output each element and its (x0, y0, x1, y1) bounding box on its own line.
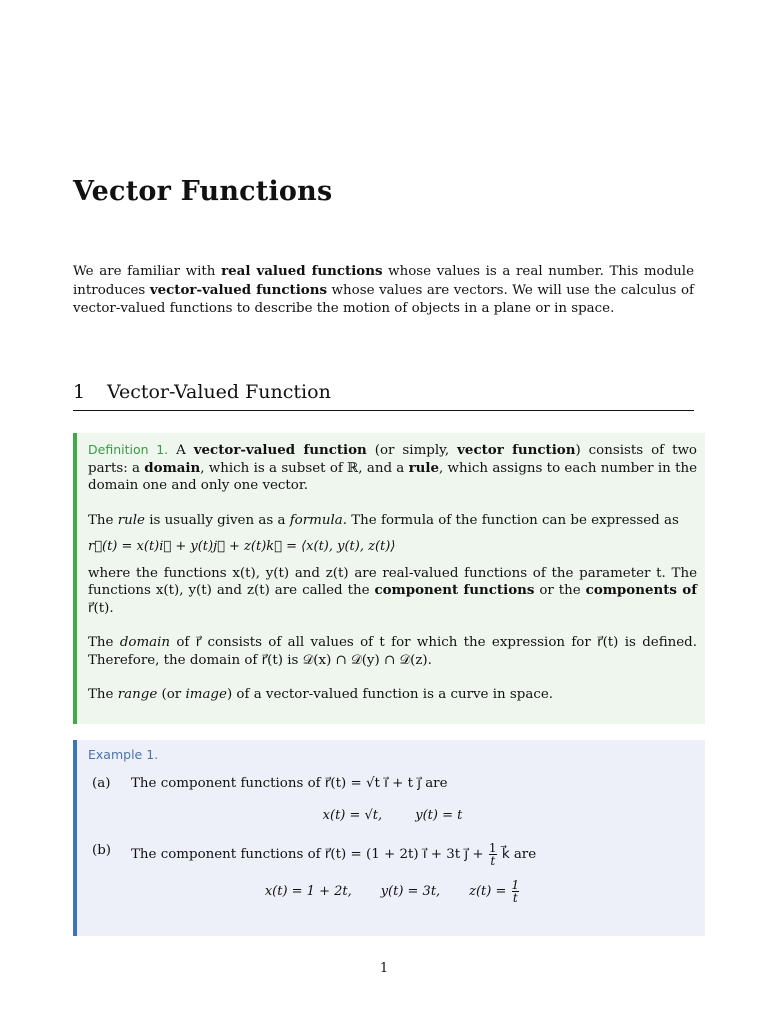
example-box (73, 740, 705, 936)
vector-function-formula: r⃗(t) = x(t)i⃗ + y(t)j⃗ + z(t)k⃗ = ⟨x(t), y(t), z(t)⟩ (88, 539, 396, 554)
section-number: 1 (73, 381, 86, 403)
section-title: Vector-Valued Function (107, 381, 331, 403)
definition-paragraph-5: The range (or image) of a vector-valued function is a curve in space. (88, 687, 554, 702)
definition-paragraph-3: where the functions x(t), y(t) and z(t) are real-valued functions of the parameter t. The functions x(t), y(t) and z(t) are called the component functions or the components of r⃗(t). (88, 565, 697, 616)
definition-paragraph-2: The rule is usually given as a formula. The formula of the function can be expressed as (88, 512, 679, 528)
intro-paragraph: We are familiar with real valued functions whose values is a real number. This module introduces vector-valued functions whose values are vectors. We will use the calculus of vector-valued functions to describe the motion of objects in a plane or in space. (73, 263, 695, 316)
example-item-a (88, 775, 697, 793)
item-label-a: (a) (92, 775, 111, 791)
page-number: 1 (379, 961, 389, 976)
item-b-text-before: The component functions of r⃗(t) = (1 + 2t) i⃗ + 3t j⃗ + (131, 846, 484, 862)
item-b-text-after: k⃗ are (501, 846, 537, 862)
item-b-fraction: $\frac{1}{t}$ (488, 840, 497, 868)
definition-paragraph-4: The domain of r⃗ consists of all values of t for which the expression for r⃗(t) is defined. Therefore, the domain of r⃗(t) is 𝒟(x) ∩ 𝒟(y) ∩ 𝒟(z). (88, 635, 697, 668)
definition-paragraph-1: Definition 1. A vector-valued function (or simply, vector function) consists of two parts: a domain, which is a subset of ℝ, and a rule, which assigns to each number in the domain one and only one vector. (88, 442, 697, 493)
definition-label: Definition 1. (88, 442, 169, 457)
item-a-text: The component functions of r⃗(t) = √t i⃗ + t j⃗ are (131, 775, 448, 791)
definition-box (73, 433, 705, 724)
item-label-b: (b) (92, 842, 112, 858)
item-a-result: x(t) = √t, y(t) = t (322, 808, 463, 823)
section-heading (73, 381, 694, 411)
page-title: Vector Functions (73, 176, 333, 207)
example-label: Example 1. (88, 747, 159, 762)
item-b-result: x(t) = 1 + 2t, y(t) = 3t, z(t) = $\frac{1}{t}$ (264, 877, 520, 905)
result-fraction: $\frac{1}{t}$ (511, 877, 520, 905)
example-item-b (88, 842, 697, 867)
